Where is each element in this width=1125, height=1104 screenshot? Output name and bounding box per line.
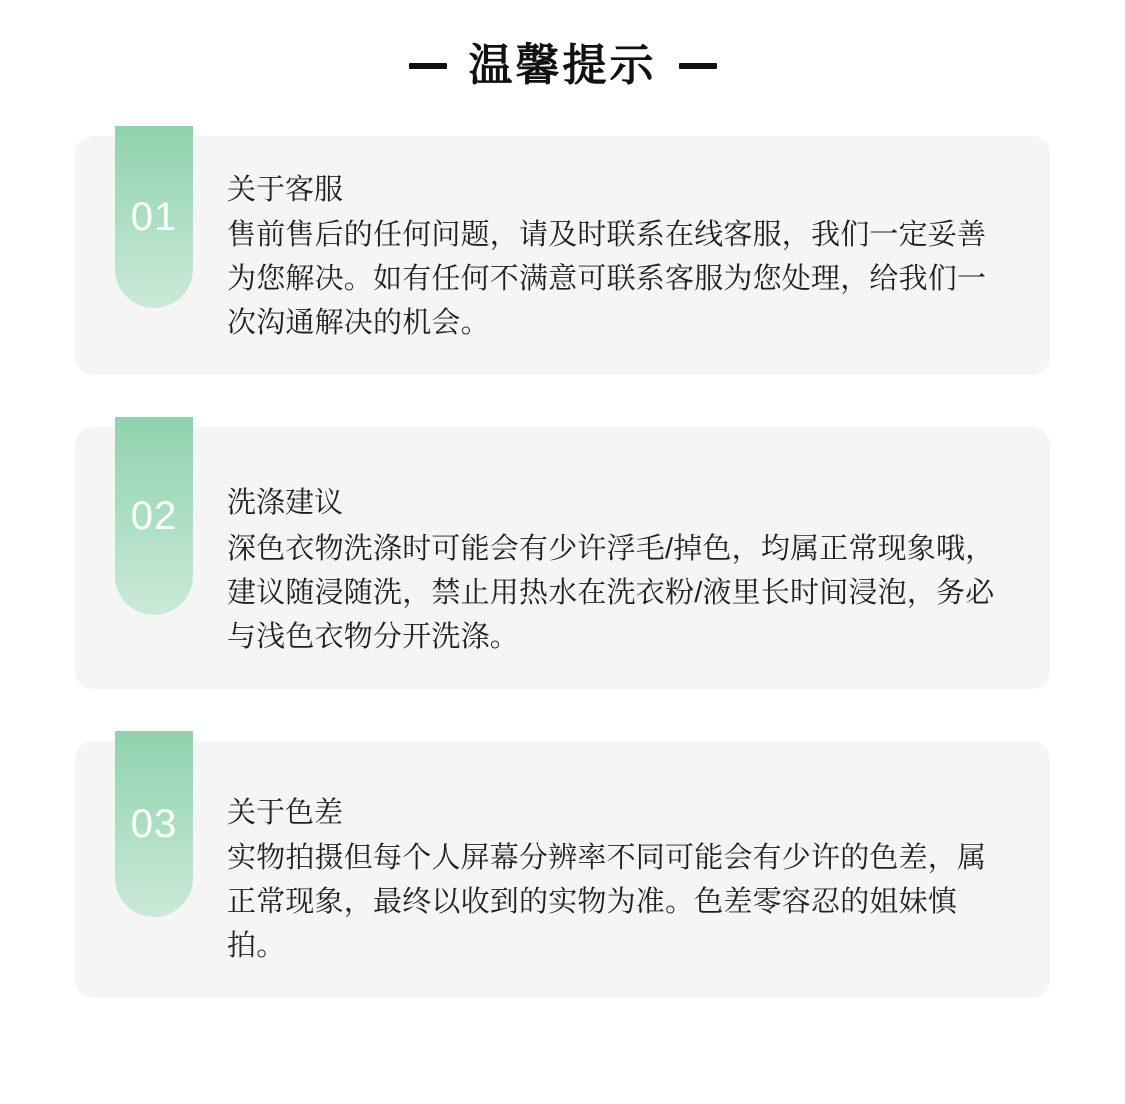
tip-text: 深色衣物洗涤时可能会有少许浮毛/掉色，均属正常现象哦，建议随浸随洗，禁止用热水在洗衣粉/液里长时间浸泡，务必与浅色衣物分开洗涤。 <box>227 532 995 653</box>
tip-number: 02 <box>130 494 178 539</box>
tip-heading: 关于客服 <box>227 174 344 206</box>
tip-number-tab <box>115 731 193 917</box>
title-dash-right-icon <box>679 63 717 69</box>
tip-body <box>193 741 1050 998</box>
title-dash-left-icon <box>409 63 447 69</box>
tip-body <box>193 427 1050 688</box>
tip-heading: 洗涤建议 <box>227 487 344 520</box>
page-title-text: 温馨提示 <box>468 41 657 90</box>
tip-number: 01 <box>130 195 178 239</box>
tip-text: 售前售后的任何问题，请及时联系在线客服，我们一定妥善为您解决。如有任何不满意可联系客服为您处理，给我们一次沟通解决的机会。 <box>227 219 987 340</box>
tip-card <box>75 427 1050 688</box>
tip-number-tab <box>115 417 193 615</box>
tips-card-list <box>0 136 1125 998</box>
tip-heading: 关于色差 <box>227 796 344 829</box>
tip-number: 03 <box>130 801 178 846</box>
tip-number-tab <box>115 126 193 308</box>
tip-text: 实物拍摄但每个人屏幕分辨率不同可能会有少许的色差，属正常现象，最终以收到的实物为准。色差零容忍的姐妹慎拍。 <box>227 841 987 963</box>
page-title <box>0 0 1125 88</box>
tip-body <box>193 136 1050 375</box>
tip-card <box>75 741 1050 998</box>
tip-card <box>75 136 1050 375</box>
